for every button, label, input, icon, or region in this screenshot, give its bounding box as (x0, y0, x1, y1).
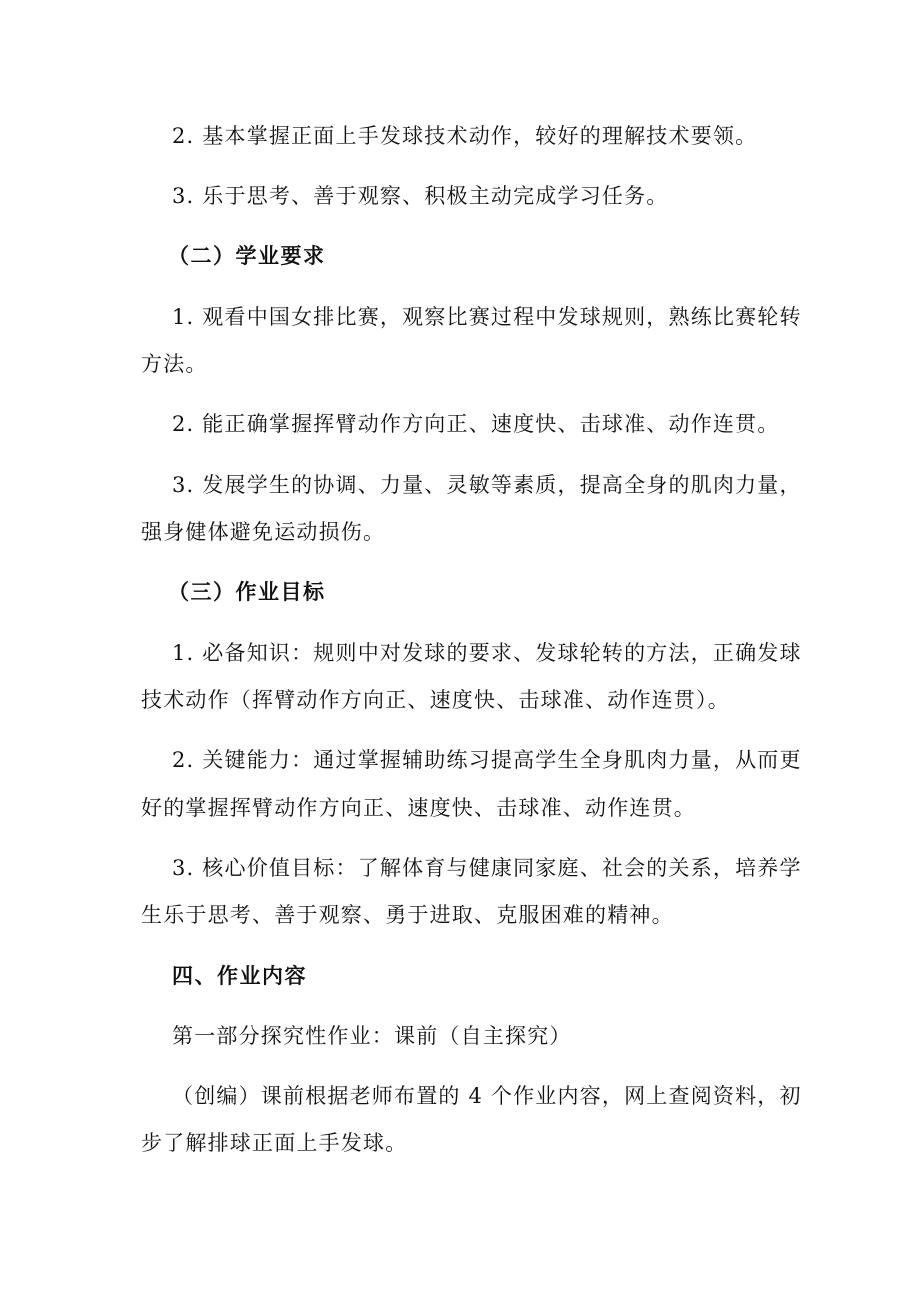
paragraph-goal-1-line-2: 技术动作（挥臂动作方向正、速度快、击球准、动作连贯）。 (141, 688, 730, 712)
paragraph-goal-2-line-2: 好的掌握挥臂动作方向正、速度快、击球准、动作连贯。 (141, 796, 696, 820)
paragraph-requirement-3-line-1: 3. 发展学生的协调、力量、灵敏等素质，提高全身的肌肉力量， (172, 473, 802, 497)
heading-academic-requirements: （二）学业要求 (168, 244, 326, 268)
paragraph-objective-3: 3. 乐于思考、善于观察、积极主动完成学习任务。 (172, 184, 669, 208)
paragraph-goal-3-line-1: 3. 核心价值目标：了解体育与健康同家庭、社会的关系，培养学 (172, 856, 802, 880)
paragraph-objective-2: 2. 基本掌握正面上手发球技术动作，较好的理解技术要领。 (172, 124, 758, 148)
heading-assignment-goals: （三）作业目标 (168, 580, 326, 604)
paragraph-requirement-3-line-2: 强身健体避免运动损伤。 (141, 520, 386, 544)
paragraph-part-1-title: 第一部分探究性作业：课前（自主探究） (172, 1024, 572, 1048)
paragraph-goal-3-line-2: 生乐于思考、善于观察、勇于进取、克服困难的精神。 (141, 903, 674, 927)
heading-assignment-content: 四、作业内容 (172, 964, 307, 988)
paragraph-requirement-1-line-1: 1. 观看中国女排比赛，观察比赛过程中发球规则，熟练比赛轮转 (172, 305, 802, 329)
paragraph-requirement-2: 2. 能正确掌握挥臂动作方向正、速度快、击球准、动作连贯。 (172, 412, 780, 436)
paragraph-goal-1-line-1: 1. 必备知识：规则中对发球的要求、发球轮转的方法，正确发球 (172, 641, 802, 665)
paragraph-requirement-1-line-2: 方法。 (141, 352, 208, 376)
paragraph-goal-2-line-1: 2. 关键能力：通过掌握辅助练习提高学生全身肌肉力量，从而更 (172, 748, 802, 772)
paragraph-content-1-line-1: （创编）课前根据老师布置的 4 个作业内容，网上查阅资料，初 (172, 1084, 802, 1108)
paragraph-content-1-line-2: 步了解排球正面上手发球。 (141, 1131, 408, 1155)
